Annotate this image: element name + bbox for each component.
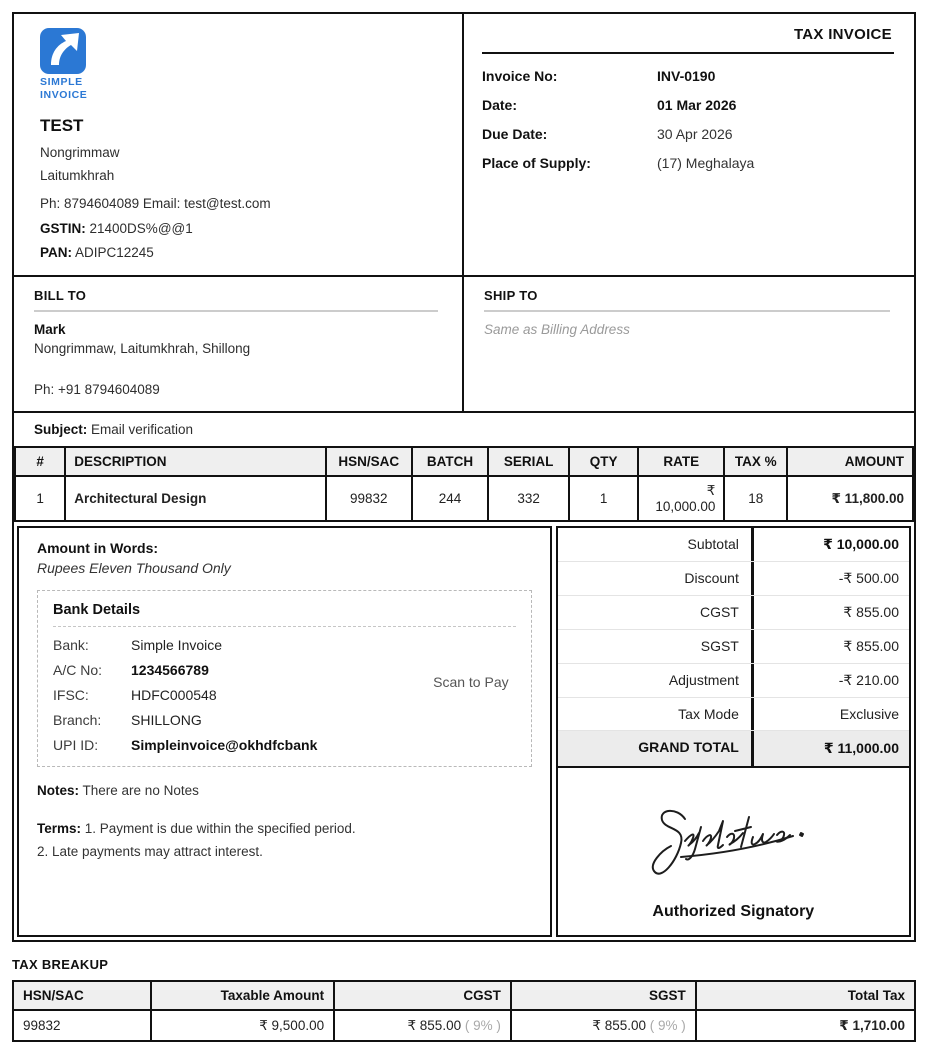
discount-value: -₹ 500.00 [751,562,909,595]
item-qty: 1 [569,476,638,521]
notes-line [37,783,532,798]
item-description: Architectural Design [65,476,325,521]
bill-to-underline [34,310,438,312]
bill-to-block [14,277,464,411]
item-batch: 244 [412,476,488,521]
cgst-row [558,595,909,629]
bill-to-name: Mark [34,322,66,338]
tax-breakup-table [12,980,916,1042]
subject-label: Subject: [34,422,88,438]
bill-to-address: Nongrimmaw, Laitumkhrah, Shillong [34,341,251,357]
terms-line2: 2. Late payments may attract interest. [37,844,263,860]
item-taxpct: 18 [724,476,787,521]
items-header-description: DESCRIPTION [65,447,325,476]
bank-details-box [37,590,532,767]
upi-id-value: Simpleinvoice@okhdfcbank [131,737,318,754]
subject-value: Email verification [91,422,194,438]
items-header-batch: BATCH [412,447,488,476]
breakup-header-sgst: SGST [511,981,696,1010]
bill-to-heading: BILL TO [34,288,87,304]
upi-id-row [53,737,516,753]
item-rate: ₹ 10,000.00 [638,476,724,521]
invoice-header [14,14,914,275]
bill-ship-section [14,275,914,411]
gstin-value: 21400DS%@@1 [89,221,193,237]
items-header-qty: QTY [569,447,638,476]
terms-line1 [37,818,532,841]
authorized-signatory-label: Authorized Signatory [652,903,815,921]
signature-image [633,801,833,887]
adjustment-value: -₹ 210.00 [751,664,909,697]
bank-name-label: Bank: [53,637,89,654]
breakup-hsn: 99832 [13,1010,151,1041]
title-divider [482,52,894,54]
item-serial: 332 [488,476,569,521]
item-amount: ₹ 11,800.00 [787,476,913,521]
bank-name-value: Simple Invoice [131,637,223,654]
upi-id-label: UPI ID: [53,737,99,754]
simple-invoice-logo-icon [40,28,86,74]
ship-to-underline [484,310,890,312]
subtotal-label: Subtotal [687,536,739,553]
company-logo [40,28,442,102]
invoice-number-label: Invoice No: [482,68,558,84]
company-address-line1: Nongrimmaw [40,145,120,161]
totals-signature-box [556,526,911,937]
discount-row [558,561,909,595]
grand-total-value: ₹ 11,000.00 [751,731,909,766]
invoice-number-value: INV-0190 [657,68,716,84]
breakup-header-row [13,981,915,1010]
item-row [15,476,913,521]
gstin-label: GSTIN: [40,221,86,237]
amount-in-words-value: Rupees Eleven Thousand Only [37,560,231,577]
items-header-amount: AMOUNT [787,447,913,476]
branch-value: SHILLONG [131,712,202,729]
notes-value: There are no Notes [82,783,199,799]
branch-row [53,712,516,728]
breakup-taxable: ₹ 9,500.00 [151,1010,334,1041]
discount-label: Discount [684,570,739,587]
breakup-header-hsn: HSN/SAC [13,981,151,1010]
invoice-number-row [482,68,894,84]
notes-label: Notes: [37,783,80,799]
sgst-value: ₹ 855.00 [751,630,909,663]
adjustment-label: Adjustment [668,672,739,689]
account-number-label: A/C No: [53,662,103,679]
ship-to-block [464,277,914,411]
breakup-cgst-pct: ( 9% ) [464,1017,501,1033]
due-date-row [482,126,894,142]
breakup-sgst-pct: ( 9% ) [649,1017,686,1033]
logo-wordmark [40,76,442,102]
invoice-meta-block [464,14,914,275]
invoice-date-row [482,97,894,113]
adjustment-row [558,663,909,697]
cgst-label: CGST [699,604,739,621]
terms-label: Terms: [37,821,82,837]
place-of-supply-label: Place of Supply: [482,155,591,171]
grand-total-row [558,730,909,766]
company-block [14,14,464,275]
items-header-sno: # [15,447,65,476]
subject-row [14,411,914,446]
ship-to-text: Same as Billing Address [484,322,630,338]
invoice-date-label: Date: [482,97,518,113]
pan-label: PAN: [40,244,72,260]
breakup-sgst-amount: ₹ 855.00 [592,1017,646,1033]
bank-details-heading: Bank Details [53,602,516,627]
tax-mode-value: Exclusive [751,698,909,730]
company-address-line2: Laitumkhrah [40,168,115,184]
lower-section [14,522,914,940]
bank-name-row [53,637,516,653]
grand-total-label: GRAND TOTAL [638,739,739,756]
tax-mode-row [558,697,909,730]
invoice-date-value: 01 Mar 2026 [657,97,737,113]
breakup-cgst-amount: ₹ 855.00 [407,1017,462,1033]
breakup-header-total: Total Tax [696,981,915,1010]
items-header-rate: RATE [638,447,724,476]
breakup-sgst [511,1010,696,1041]
signature-area [558,768,909,935]
cgst-value: ₹ 855.00 [751,596,909,629]
tax-mode-label: Tax Mode [678,706,739,723]
place-of-supply-row [482,155,894,171]
items-header-row [15,447,913,476]
company-pan [40,242,442,264]
subtotal-row [558,528,909,561]
breakup-header-cgst: CGST [334,981,511,1010]
items-header-serial: SERIAL [488,447,569,476]
pan-value: ADIPC12245 [75,244,154,260]
subtotal-value: ₹ 10,000.00 [751,528,909,561]
due-date-label: Due Date: [482,126,548,142]
breakup-total-tax: ₹ 1,710.00 [696,1010,915,1041]
line-items-table [14,446,914,522]
item-hsn: 99832 [326,476,412,521]
item-sno: 1 [15,476,65,521]
breakup-cgst [334,1010,511,1041]
terms-line1-text: 1. Payment is due within the specified period. [84,821,356,837]
totals-table [558,528,909,768]
account-number-value: 1234566789 [131,662,209,679]
company-contact: Ph: 8794604089 Email: test@test.com [40,196,271,212]
sgst-label: SGST [700,638,739,655]
company-gstin [40,218,442,240]
tax-breakup-section [12,957,916,1042]
logo-word-invoice: INVOICE [40,89,88,102]
branch-label: Branch: [53,712,102,729]
document-title: TAX INVOICE [793,26,892,43]
invoice-document [12,12,916,942]
breakup-header-taxable: Taxable Amount [151,981,334,1010]
logo-word-simple: SIMPLE [40,76,83,88]
sgst-row [558,629,909,663]
ship-to-heading: SHIP TO [484,288,538,304]
amount-in-words-label: Amount in Words: [37,540,159,557]
company-name: TEST [40,116,84,136]
place-of-supply-value: (17) Meghalaya [657,155,755,171]
ifsc-value: HDFC000548 [131,687,217,704]
terms-block [37,818,532,864]
ifsc-label: IFSC: [53,687,89,704]
items-header-taxpct: TAX % [724,447,787,476]
items-header-hsn: HSN/SAC [326,447,412,476]
due-date-value: 30 Apr 2026 [657,126,733,142]
bill-to-phone: Ph: +91 8794604089 [34,382,160,398]
tax-breakup-heading: TAX BREAKUP [12,957,109,973]
scan-to-pay-label: Scan to Pay [433,674,509,691]
breakup-data-row [13,1010,915,1041]
payment-info-box [17,526,552,937]
